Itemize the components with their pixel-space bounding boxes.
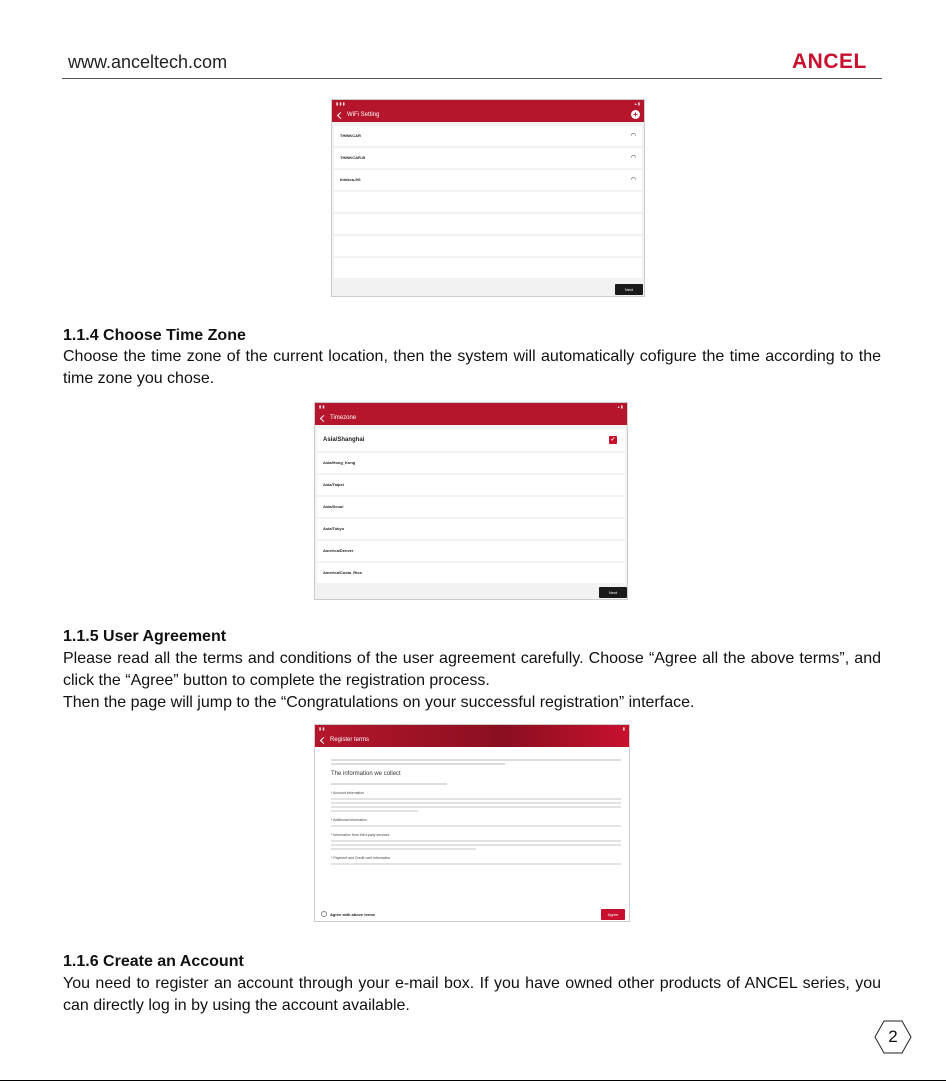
terms-text-line [331,840,621,842]
section-heading: 1.1.5 User Agreement [63,628,227,645]
section-heading: 1.1.6 Create an Account [63,953,244,970]
back-chevron-icon[interactable] [320,414,327,421]
title-bar [315,411,627,425]
wifi-network-item[interactable]: THINKCAR ◠ [334,126,642,146]
terms-text-line [331,806,621,808]
app-bar [315,725,629,747]
wifi-icon: ◠ [630,177,636,183]
terms-heading: The information we collect [331,771,401,777]
terms-text-line [331,759,621,761]
back-chevron-icon[interactable] [337,111,344,118]
next-button[interactable]: Next [599,587,627,598]
terms-subhead: * Information from third-party services [331,833,390,837]
section-paragraph: Choose the time zone of the current location, then the system will automatically cofigure the time according to the time zone you chose. [63,348,881,387]
timezone-selected-item[interactable]: Asia/Shanghai ✓ [317,429,625,451]
wifi-network-item[interactable]: THINKCAR-B ◠ [334,148,642,168]
ancel-logo: ANCEL [792,50,867,73]
timezone-item[interactable]: Asia/Seoul [317,497,625,517]
wifi-network-item[interactable]: thinkca-5G ◠ [334,170,642,190]
timezone-item[interactable]: America/Costa_Rica [317,563,625,583]
header-divider [62,78,882,79]
section-heading: 1.1.4 Choose Time Zone [63,327,246,344]
plus-icon[interactable]: + [631,110,640,119]
check-icon: ✓ [610,437,616,443]
empty-row [334,192,642,212]
terms-body [331,755,621,867]
terms-subhead: * Payment and Credit card information [331,856,391,860]
wifi-icon: ◠ [630,133,636,139]
timezone-screenshot [314,402,628,600]
timezone-item[interactable]: Asia/Hong_Kong [317,453,625,473]
timezone-item[interactable]: Asia/Tokyo [317,519,625,539]
timezone-item[interactable]: Asia/Taipei [317,475,625,495]
title-bar [315,733,629,747]
terms-text-line [331,763,505,765]
app-bar [332,100,644,122]
agree-label: Agree with above terms [330,911,376,917]
website-url[interactable]: www.anceltech.com [68,52,228,72]
status-bar: ▮ ▮ ▮ ▴ ▮ [336,101,640,106]
terms-text-line [331,798,621,800]
title-bar [332,108,644,122]
terms-text-line [331,844,621,846]
section-paragraph: You need to register an account through your e-mail box. If you have owned other products of ANCEL series, you can directly log in by using the account available. [63,975,881,1014]
screen-title: WiFi Setting [347,112,380,118]
screen-title: Timezone [330,415,357,421]
section-paragraph: Please read all the terms and conditions of the user agreement carefully. Choose “Agree all the above terms”, and click the “Agree” button to complete the registration process. [63,650,881,689]
terms-text-line [331,783,447,785]
page-number-label: 2 [888,1027,898,1046]
screen-title: Register terms [330,737,370,743]
agree-checkbox-row[interactable] [321,911,375,917]
terms-text-line [331,810,418,812]
empty-row [334,236,642,256]
checkbox-icon[interactable] [321,911,327,917]
register-terms-screenshot [314,724,630,922]
status-bar: ▮ ▮ ▴ ▮ [319,404,623,409]
next-button[interactable]: Next [615,284,643,295]
footer-divider [0,1080,946,1081]
app-bar [315,403,627,425]
empty-row [334,258,642,278]
terms-text-line [331,863,621,865]
back-chevron-icon[interactable] [320,736,327,743]
timezone-item[interactable]: America/Denver [317,541,625,561]
terms-text-line [331,825,621,827]
wifi-setting-screenshot [331,99,645,297]
terms-text-line [331,802,621,804]
empty-row [334,214,642,234]
terms-subhead: * Additional information [331,818,367,822]
page-number [874,1019,912,1055]
section-paragraph: Then the page will jump to the “Congratulations on your successful registration” interface. [63,694,695,711]
status-bar: ▮ ▮ ▮ [319,726,625,731]
agree-button[interactable]: Agree [601,909,625,920]
terms-subhead: * Account information [331,791,365,795]
wifi-icon: ◠ [630,155,636,161]
terms-text-line [331,848,476,850]
